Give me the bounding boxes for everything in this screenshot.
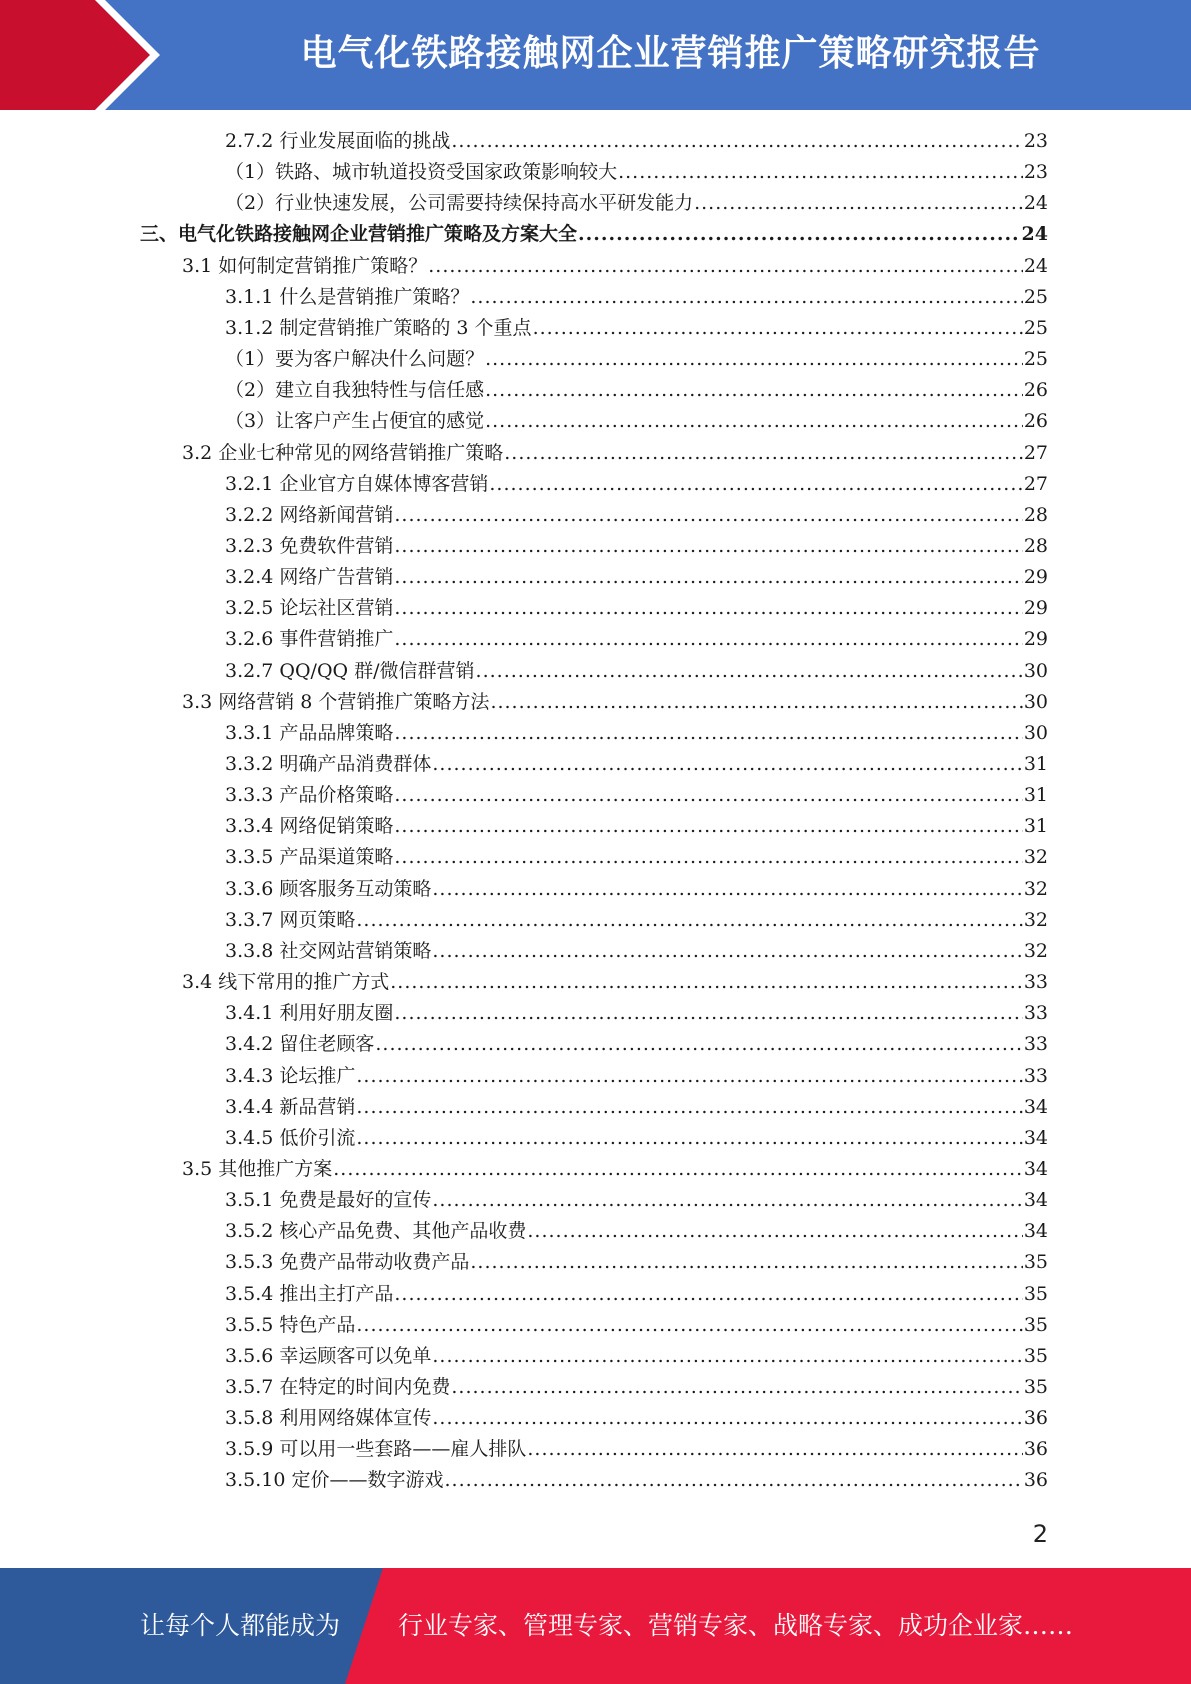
toc-entry-title: （1）铁路、城市轨道投资受国家政策影响较大	[225, 161, 618, 183]
toc-entry[interactable]	[225, 344, 1048, 375]
toc-entry[interactable]	[225, 1123, 1048, 1154]
toc-entry[interactable]	[225, 1403, 1048, 1434]
toc-entry-page: 29	[1023, 628, 1048, 650]
toc-entry[interactable]	[225, 874, 1048, 905]
toc-leader-dots	[333, 1154, 1023, 1185]
toc-entry-page: 34	[1023, 1220, 1048, 1242]
toc-entry[interactable]	[225, 531, 1048, 562]
toc-entry-title: 3.5.10 定价——数字游戏	[225, 1469, 444, 1491]
toc-entry-page: 28	[1023, 535, 1048, 557]
toc-entry-page: 24	[1023, 192, 1048, 214]
toc-leader-dots	[527, 1434, 1022, 1465]
toc-leader-dots	[394, 842, 1022, 873]
toc-leader-dots	[485, 344, 1023, 375]
toc-leader-dots	[618, 157, 1023, 188]
toc-entry[interactable]	[140, 219, 1048, 250]
toc-entry-title: 3.5.7 在特定的时间内免费	[225, 1376, 451, 1398]
toc-entry[interactable]	[225, 1092, 1048, 1123]
toc-entry-title: 2.7.2 行业发展面临的挑战	[225, 130, 451, 152]
toc-entry[interactable]	[225, 905, 1048, 936]
toc-entry-title: 3.4.4 新品营销	[225, 1096, 356, 1118]
toc-entry-page: 31	[1023, 784, 1048, 806]
toc-entry-title: 3.2.6 事件营销推广	[225, 628, 394, 650]
toc-leader-dots	[356, 1061, 1022, 1092]
toc-entry-page: 30	[1023, 660, 1048, 682]
toc-entry-title: 3.5.1 免费是最好的宣传	[225, 1189, 432, 1211]
toc-entry-page: 35	[1023, 1314, 1048, 1336]
toc-entry-title: 3.2.5 论坛社区营销	[225, 597, 394, 619]
toc-leader-dots	[504, 438, 1023, 469]
toc-entry-page: 31	[1023, 753, 1048, 775]
toc-entry-page: 28	[1023, 504, 1048, 526]
toc-entry[interactable]	[182, 251, 1048, 282]
toc-leader-dots	[356, 1310, 1022, 1341]
toc-entry-page: 35	[1023, 1283, 1048, 1305]
toc-entry-page: 35	[1023, 1376, 1048, 1398]
toc-entry-title: 3.3.8 社交网站营销策略	[225, 940, 432, 962]
toc-entry[interactable]	[225, 469, 1048, 500]
toc-entry-title: 3.5.8 利用网络媒体宣传	[225, 1407, 432, 1429]
toc-entry-page: 26	[1023, 410, 1048, 432]
toc-entry[interactable]	[225, 1279, 1048, 1310]
toc-entry-title: 3.2 企业七种常见的网络营销推广策略	[182, 442, 504, 464]
toc-leader-dots	[356, 1123, 1022, 1154]
toc-leader-dots	[470, 282, 1022, 313]
toc-entry[interactable]	[225, 126, 1048, 157]
toc-entry-page: 31	[1023, 815, 1048, 837]
toc-leader-dots	[394, 1279, 1022, 1310]
toc-entry-title: 3.3.7 网页策略	[225, 909, 356, 931]
toc-entry-title: 3.2.4 网络广告营销	[225, 566, 394, 588]
toc-entry-title: 3.2.1 企业官方自媒体博客营销	[225, 473, 489, 495]
toc-leader-dots	[485, 406, 1023, 437]
toc-leader-dots	[432, 874, 1022, 905]
toc-entry-page: 30	[1023, 691, 1048, 713]
page-number: 2	[1032, 1520, 1048, 1548]
toc-entry[interactable]	[225, 1372, 1048, 1403]
toc-leader-dots	[394, 811, 1022, 842]
toc-entry[interactable]	[225, 500, 1048, 531]
toc-entry[interactable]	[225, 811, 1048, 842]
toc-entry-page: 36	[1023, 1469, 1048, 1491]
toc-leader-dots	[394, 780, 1022, 811]
toc-entry-title: （2）行业快速发展，公司需要持续保持高水平研发能力	[225, 192, 694, 214]
toc-entry-page: 33	[1023, 971, 1048, 993]
toc-entry-page: 24	[1023, 255, 1048, 277]
toc-entry-page: 32	[1023, 909, 1048, 931]
toc-entry-title: 3.1.1 什么是营销推广策略？	[225, 286, 470, 308]
toc-entry-page: 33	[1023, 1065, 1048, 1087]
toc-entry[interactable]	[225, 1247, 1048, 1278]
toc-leader-dots	[428, 251, 1023, 282]
toc-entry-title: 3.4.3 论坛推广	[225, 1065, 356, 1087]
toc-entry-title: （3）让客户产生占便宜的感觉	[225, 410, 485, 432]
toc-leader-dots	[394, 998, 1022, 1029]
toc-leader-dots	[476, 656, 1023, 687]
toc-entry[interactable]	[225, 718, 1048, 749]
footer-slogan-left: 让每个人都能成为	[140, 1611, 341, 1640]
toc-entry-title: 3.4.5 低价引流	[225, 1127, 356, 1149]
toc-leader-dots	[394, 562, 1022, 593]
toc-leader-dots	[356, 905, 1022, 936]
toc-entry-page: 23	[1023, 161, 1048, 183]
toc-entry-title: 3.5 其他推广方案	[182, 1158, 333, 1180]
toc-entry-page: 34	[1023, 1189, 1048, 1211]
toc-leader-dots	[533, 313, 1023, 344]
toc-entry-title: 3.2.7 QQ/QQ 群/微信群营销	[225, 660, 475, 682]
toc-entry[interactable]	[225, 1185, 1048, 1216]
page-footer	[0, 1568, 1191, 1684]
toc-entry-title: 3.5.2 核心产品免费、其他产品收费	[225, 1220, 527, 1242]
toc-entry[interactable]	[225, 1341, 1048, 1372]
toc-entry-page: 32	[1023, 940, 1048, 962]
toc-leader-dots	[356, 1092, 1022, 1123]
toc-entry-title: 3.5.9 可以用一些套路——雇人排队	[225, 1438, 527, 1460]
toc-entry-page: 23	[1023, 130, 1048, 152]
toc-entry-page: 35	[1023, 1251, 1048, 1273]
page-header	[0, 0, 1191, 110]
toc-entry[interactable]	[225, 1310, 1048, 1341]
toc-entry-title: 3.3.6 顾客服务互动策略	[225, 878, 432, 900]
toc-leader-dots	[394, 531, 1022, 562]
toc-entry[interactable]	[225, 1029, 1048, 1060]
toc-leader-dots	[578, 219, 1021, 250]
toc-entry[interactable]	[225, 1465, 1048, 1496]
toc-entry[interactable]	[225, 1434, 1048, 1465]
toc-entry-title: （2）建立自我独特性与信任感	[225, 379, 485, 401]
toc-entry[interactable]	[225, 406, 1048, 437]
toc-leader-dots	[394, 593, 1022, 624]
toc-leader-dots	[470, 1247, 1022, 1278]
toc-leader-dots	[432, 1403, 1022, 1434]
toc-entry-title: 3.3.1 产品品牌策略	[225, 722, 394, 744]
toc-leader-dots	[527, 1216, 1022, 1247]
header-red-arrow	[0, 0, 150, 110]
toc-entry-page: 33	[1023, 1002, 1048, 1024]
toc-entry-page: 29	[1023, 566, 1048, 588]
toc-entry-page: 26	[1023, 379, 1048, 401]
toc-entry-page: 32	[1023, 846, 1048, 868]
toc-leader-dots	[432, 749, 1022, 780]
toc-leader-dots	[375, 1029, 1022, 1060]
toc-entry[interactable]	[225, 593, 1048, 624]
toc-entry-title: 3.2.3 免费软件营销	[225, 535, 394, 557]
toc-entry[interactable]	[225, 1061, 1048, 1092]
toc-entry-title: 3.3.4 网络促销策略	[225, 815, 394, 837]
toc-entry-page: 35	[1023, 1345, 1048, 1367]
toc-entry[interactable]	[225, 749, 1048, 780]
toc-leader-dots	[432, 1185, 1022, 1216]
toc-entry-page: 25	[1023, 317, 1048, 339]
toc-entry-title: 3.2.2 网络新闻营销	[225, 504, 394, 526]
toc-entry[interactable]	[225, 562, 1048, 593]
toc-entry[interactable]	[182, 438, 1048, 469]
toc-entry-title: 3.4 线下常用的推广方式	[182, 971, 390, 993]
toc-leader-dots	[432, 936, 1022, 967]
toc-entry-title: 3.3.3 产品价格策略	[225, 784, 394, 806]
toc-entry-page: 36	[1023, 1407, 1048, 1429]
toc-entry-title: 三、电气化铁路接触网企业营销推广策略及方案大全	[140, 223, 578, 245]
toc-entry-title: 3.3.5 产品渠道策略	[225, 846, 394, 868]
toc-leader-dots	[489, 469, 1022, 500]
toc-entry-page: 24	[1021, 223, 1048, 245]
toc-entry-title: （1）要为客户解决什么问题？	[225, 348, 485, 370]
toc-entry[interactable]	[182, 687, 1048, 718]
toc-entry-page: 27	[1023, 442, 1048, 464]
toc-entry-page: 32	[1023, 878, 1048, 900]
toc-entry-title: 3.1 如何制定营销推广策略？	[182, 255, 428, 277]
toc-entry-page: 25	[1023, 348, 1048, 370]
toc-leader-dots	[444, 1465, 1022, 1496]
toc-entry[interactable]	[225, 313, 1048, 344]
toc-leader-dots	[490, 687, 1022, 718]
toc-entry[interactable]	[225, 1216, 1048, 1247]
toc-entry-title: 3.5.3 免费产品带动收费产品	[225, 1251, 470, 1273]
toc-leader-dots	[694, 188, 1023, 219]
toc-leader-dots	[485, 375, 1023, 406]
toc-entry[interactable]	[225, 936, 1048, 967]
toc-entry[interactable]	[225, 282, 1048, 313]
toc-entry-page: 34	[1023, 1127, 1048, 1149]
toc-entry-title: 3.5.4 推出主打产品	[225, 1283, 394, 1305]
report-title: 电气化铁路接触网企业营销推广策略研究报告	[300, 33, 1041, 74]
toc-leader-dots	[432, 1341, 1022, 1372]
toc-entry-page: 36	[1023, 1438, 1048, 1460]
toc-entry-title: 3.4.2 留住老顾客	[225, 1033, 375, 1055]
toc-entry[interactable]	[225, 188, 1048, 219]
toc-entry-title: 3.4.1 利用好朋友圈	[225, 1002, 394, 1024]
footer-slogan-right: 行业专家、管理专家、营销专家、战略专家、成功企业家……	[398, 1611, 1074, 1640]
toc-entry-page: 34	[1023, 1096, 1048, 1118]
toc-leader-dots	[451, 126, 1022, 157]
toc-entry-title: 3.1.2 制定营销推广策略的 3 个重点	[225, 317, 532, 339]
toc-entry[interactable]	[225, 998, 1048, 1029]
toc-leader-dots	[394, 624, 1022, 655]
toc-entry[interactable]	[225, 157, 1048, 188]
toc-entry-page: 30	[1023, 722, 1048, 744]
toc-entry-page: 27	[1023, 473, 1048, 495]
toc-entry[interactable]	[225, 656, 1048, 687]
toc-entry-page: 33	[1023, 1033, 1048, 1055]
toc-leader-dots	[394, 718, 1022, 749]
toc-entry[interactable]	[182, 1154, 1048, 1185]
toc-entry[interactable]	[225, 780, 1048, 811]
toc-entry-page: 25	[1023, 286, 1048, 308]
toc-leader-dots	[451, 1372, 1022, 1403]
toc-entry-title: 3.5.6 幸运顾客可以免单	[225, 1345, 432, 1367]
toc-entry-title: 3.5.5 特色产品	[225, 1314, 356, 1336]
toc-entry-page: 29	[1023, 597, 1048, 619]
toc-entry[interactable]	[225, 624, 1048, 655]
toc-entry[interactable]	[225, 842, 1048, 873]
toc-entry[interactable]	[225, 375, 1048, 406]
toc-entry-title: 3.3 网络营销 8 个营销推广策略方法	[182, 691, 490, 713]
toc-entry[interactable]	[182, 967, 1048, 998]
toc-leader-dots	[394, 500, 1022, 531]
toc-entry-page: 34	[1023, 1158, 1048, 1180]
toc-leader-dots	[390, 967, 1023, 998]
toc-entry-title: 3.3.2 明确产品消费群体	[225, 753, 432, 775]
